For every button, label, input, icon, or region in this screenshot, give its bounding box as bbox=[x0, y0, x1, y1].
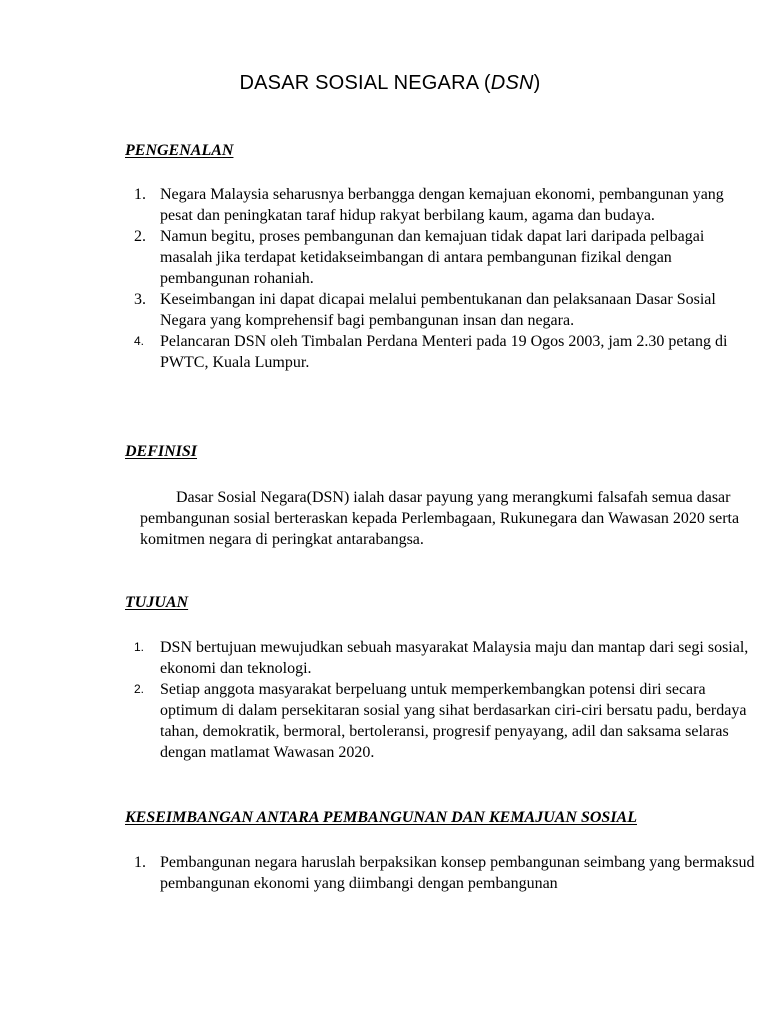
item-text: Keseimbangan ini dapat dicapai melalui pembentukanan dan pelaksanaan Dasar Sosial Negara yang komprehensif bagi pembangunan insan dan negara. bbox=[160, 291, 716, 329]
title-prefix: DASAR SOSIAL NEGARA ( bbox=[239, 72, 491, 94]
heading-pengenalan: PENGENALAN bbox=[125, 142, 234, 159]
keseimbangan-list bbox=[0, 852, 760, 894]
item-text: Setiap anggota masyarakat berpeluang untuk memperkembangkan potensi diri secara optimum di dalam persekitaran sosial yang sihat berdasarkan ciri-ciri bersatu padu, berdaya tahan, demokratik, bermoral, bertoleransi, progresif penyayang, adil dan saksama selaras dengan matlamat Wawasan 2020. bbox=[160, 681, 747, 761]
item-text: Namun begitu, proses pembangunan dan kemajuan tidak dapat lari daripada pelbagai masalah jika terdapat ketidakseimbangan di antara pembangunan fizikal dengan pembangunan rohaniah. bbox=[160, 228, 705, 287]
heading-tujuan: TUJUAN bbox=[125, 594, 189, 611]
heading-definisi: DEFINISI bbox=[125, 443, 198, 460]
pengenalan-list bbox=[0, 184, 760, 373]
item-number: 1. bbox=[134, 640, 145, 654]
list-item bbox=[0, 184, 760, 226]
list-item bbox=[0, 289, 760, 331]
list-item bbox=[0, 679, 760, 763]
document-title bbox=[0, 72, 768, 95]
definisi-text: Dasar Sosial Negara(DSN) ialah dasar payung yang merangkumi falsafah semua dasar pembangunan sosial berteraskan kepada Perlembagaan, Rukunegara dan Wawasan 2020 serta komitmen negara di peringkat antarabangsa. bbox=[140, 489, 740, 548]
list-item bbox=[0, 852, 760, 894]
title-abbreviation: DSN bbox=[490, 72, 534, 94]
item-text: DSN bertujuan mewujudkan sebuah masyarakat Malaysia maju dan mantap dari segi sosial, ekonomi dan teknologi. bbox=[160, 639, 749, 677]
item-number: 1. bbox=[134, 186, 146, 203]
heading-keseimbangan: KESEIMBANGAN ANTARA PEMBANGUNAN DAN KEMAJUAN SOSIAL bbox=[125, 809, 637, 826]
item-number: 2. bbox=[134, 682, 145, 696]
item-number: 2. bbox=[134, 228, 146, 245]
item-number: 4. bbox=[134, 334, 145, 348]
definisi-paragraph bbox=[140, 487, 760, 550]
tujuan-list bbox=[0, 637, 760, 763]
item-text: Negara Malaysia seharusnya berbangga dengan kemajuan ekonomi, pembangunan yang pesat dan peningkatan taraf hidup rakyat berbilang kaum, agama dan budaya. bbox=[160, 186, 724, 224]
item-number: 3. bbox=[134, 291, 146, 308]
title-suffix: ) bbox=[533, 72, 541, 94]
item-number: 1. bbox=[134, 854, 146, 871]
item-text: Pembangunan negara haruslah berpaksikan konsep pembangunan seimbang yang bermaksud pembangunan ekonomi yang diimbangi dengan pembangunan bbox=[160, 854, 755, 892]
list-item bbox=[0, 226, 760, 289]
item-text: Pelancaran DSN oleh Timbalan Perdana Menteri pada 19 Ogos 2003, jam 2.30 petang di PWTC, Kuala Lumpur. bbox=[160, 333, 728, 371]
list-item bbox=[0, 637, 760, 679]
list-item bbox=[0, 331, 760, 373]
